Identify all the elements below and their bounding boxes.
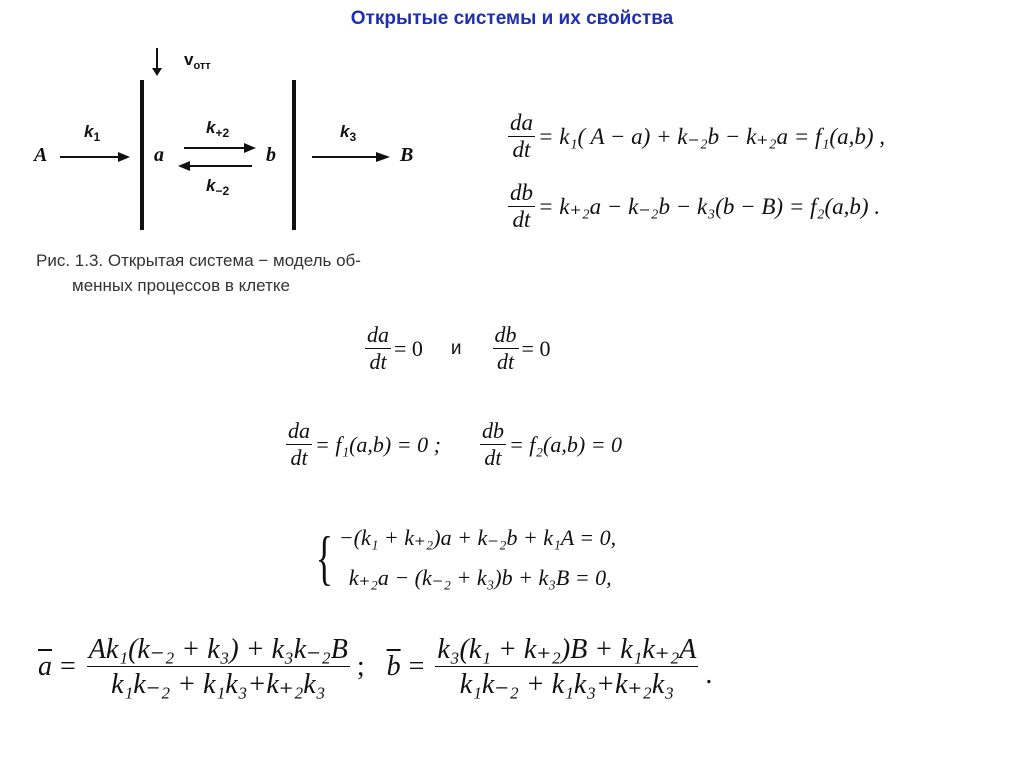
fraction-da-dt: $\frac{da}{dt}$	[288, 418, 310, 470]
rate-k-minus2: $k_{-2}$	[206, 176, 230, 199]
fraction-da-dt: $\frac{da}{dt}$	[367, 322, 389, 374]
rate-k3: $k_3$	[340, 122, 357, 145]
steady-state-condition: $\frac{da}{dt}$ = 0 и $\frac{db}{dt}$ = 0	[367, 322, 551, 374]
rate-k1: $k_1$	[84, 122, 101, 145]
system-brace: {	[315, 525, 334, 591]
left-membrane	[140, 80, 144, 230]
diagram-arrows	[0, 40, 480, 240]
node-B: B	[400, 144, 414, 166]
system-line-2: k₊₂a − (k₋₂ + k₃)b + k₃B = 0,	[348, 565, 612, 590]
system-line-1: −(k₁ + k₊₂)a + k₋₂b + k₁A = 0,	[338, 525, 617, 550]
linear-system	[310, 518, 616, 598]
b-bar: $\overline{b}$	[386, 650, 401, 682]
caption-line-1: Рис. 1.3. Открытая система − модель об-	[36, 251, 361, 270]
steady-state-functions: $\frac{da}{dt}$ = f₁(a,b) = 0 ; $\frac{db}{dt}$ = f₂(a,b) = 0	[288, 418, 623, 470]
exchange-diagram	[0, 40, 480, 240]
fraction-db-dt: $\frac{db}{dt}$	[481, 418, 504, 470]
a-bar: $\overline{a}$	[38, 650, 52, 682]
steady-state-solution: $\overline{a}$ = $\frac{\text{Ak₁(k₋₂ + k₃) + k₃k₋₂B}}{\text{k₁k₋₂ + k₁k₃+k₊₂k₃}}$ ; $\overline{b}$ = $\frac{\text{k₃(k₁ + k₊₂)B + k₁k₊₂A}}{\text{k₁k₋₂ + k₁k₃+k₊₂k₃}}$ .	[38, 634, 713, 700]
v-ott-label: $v_{отт}$	[184, 50, 211, 72]
figure-caption	[36, 248, 456, 298]
right-membrane	[292, 80, 296, 230]
node-a: a	[154, 144, 164, 166]
ode-a	[505, 110, 885, 163]
slide-title: Открытые системы и их свойства	[350, 8, 674, 29]
ode-a-rhs: = k₁( A − a) + k₋₂b − k₊₂a = f₁(a,b) ,	[538, 123, 885, 149]
fraction-db-dt: $\frac{db}{dt}$	[510, 180, 533, 232]
rate-k-plus2: $k_{+2}$	[206, 118, 230, 141]
b-solution-fraction: $\frac{\text{k₃(k₁ + k₊₂)B + k₁k₊₂A}}{\text{k₁k₋₂ + k₁k₃+k₊₂k₃}}$	[437, 634, 697, 700]
node-b: b	[266, 144, 276, 166]
node-A: A	[34, 144, 48, 166]
fraction-da-dt: $\frac{da}{dt}$	[510, 110, 533, 162]
a-solution-fraction: $\frac{\text{Ak₁(k₋₂ + k₃) + k₃k₋₂B}}{\text{k₁k₋₂ + k₁k₃+k₊₂k₃}}$	[88, 634, 348, 700]
ode-b-rhs: = k₊₂a − k₋₂b − k₃(b − B) = f₂(a,b) .	[538, 193, 881, 219]
and-word: и	[450, 337, 462, 359]
fraction-db-dt: $\frac{db}{dt}$	[494, 322, 517, 374]
caption-line-2: менных процессов в клетке	[72, 276, 290, 295]
ode-b	[505, 180, 880, 233]
